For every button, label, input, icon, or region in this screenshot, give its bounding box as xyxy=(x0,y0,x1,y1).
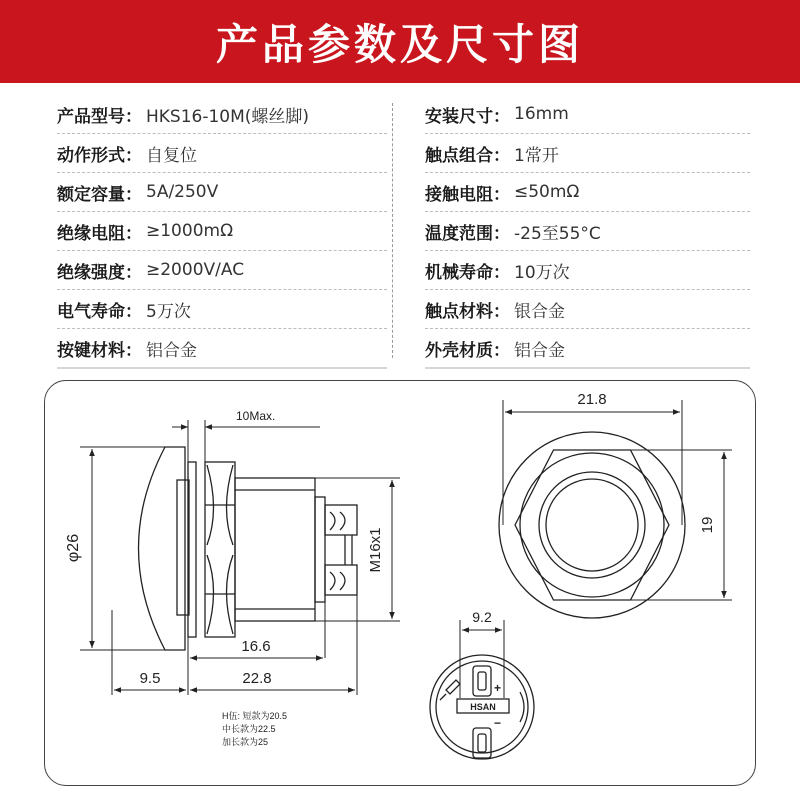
hex-nut xyxy=(205,462,235,637)
outer-ring xyxy=(499,432,685,618)
dim-22-8: 22.8 xyxy=(242,670,272,687)
spec-value: 5A/250V xyxy=(146,182,219,202)
spec-value: -25至55°C xyxy=(514,223,601,244)
dim-16-6: 16.6 xyxy=(241,638,271,655)
brand-label: HSAN xyxy=(470,702,496,712)
spec-label: 产品型号： xyxy=(57,106,142,127)
spec-label: 安装尺寸： xyxy=(425,106,510,127)
spec-label: 额定容量： xyxy=(57,184,142,205)
terminal-bottom xyxy=(325,565,357,595)
dim-9-2: 9.2 xyxy=(472,609,492,625)
length-note: 加长款为25 xyxy=(222,737,269,747)
dim-diameter: φ26 xyxy=(65,533,82,563)
button-face xyxy=(539,472,645,578)
dim-9-5: 9.5 xyxy=(139,670,161,687)
spec-value: HKS16-10M(螺丝脚) xyxy=(146,106,310,127)
spec-value: 铝合金 xyxy=(146,340,197,361)
page-title: 产品参数及尺寸图 xyxy=(0,0,800,83)
threaded-body xyxy=(235,478,315,621)
spec-value: 铝合金 xyxy=(514,340,565,361)
minus-sign: − xyxy=(494,716,502,730)
spec-value: 16mm xyxy=(514,104,569,124)
dim-thread: M16x1 xyxy=(367,527,384,573)
spec-value: 5万次 xyxy=(146,301,191,322)
length-note: 中长款为22.5 xyxy=(222,724,276,734)
spec-label: 机械寿命： xyxy=(425,262,510,283)
length-note: H伍: 短款为20.5 xyxy=(222,711,288,721)
dim-height: 19 xyxy=(699,516,716,534)
spec-value: 银合金 xyxy=(514,301,565,322)
spec-value: 自复位 xyxy=(146,145,197,166)
dim-width: 21.8 xyxy=(577,391,607,408)
side-view xyxy=(139,447,358,650)
dim-10max: 10Max. xyxy=(236,409,276,423)
spec-label: 触点组合： xyxy=(425,145,510,166)
spec-value: ≤50mΩ xyxy=(514,182,580,202)
spec-label: 按键材料： xyxy=(57,340,142,361)
spec-label: 外壳材质： xyxy=(425,340,510,361)
spec-label: 温度范围： xyxy=(425,223,510,244)
spec-label: 动作形式： xyxy=(57,145,142,166)
terminal-top xyxy=(325,505,357,535)
spec-value: 10万次 xyxy=(514,262,570,283)
led-icon xyxy=(446,680,460,694)
button-cap xyxy=(139,447,186,650)
spec-label: 触点材料： xyxy=(425,301,510,322)
spec-label: 绝缘电阻： xyxy=(57,223,142,244)
front-view xyxy=(499,432,685,618)
spec-value: ≥1000mΩ xyxy=(146,221,234,241)
plus-sign: + xyxy=(494,681,502,695)
spec-label: 接触电阻： xyxy=(425,184,510,205)
spec-value: ≥2000V/AC xyxy=(146,260,245,280)
terminal-plus xyxy=(473,666,491,696)
spec-label: 电气寿命： xyxy=(57,301,142,322)
spec-label: 绝缘强度： xyxy=(57,262,142,283)
spec-value: 1常开 xyxy=(514,145,559,166)
